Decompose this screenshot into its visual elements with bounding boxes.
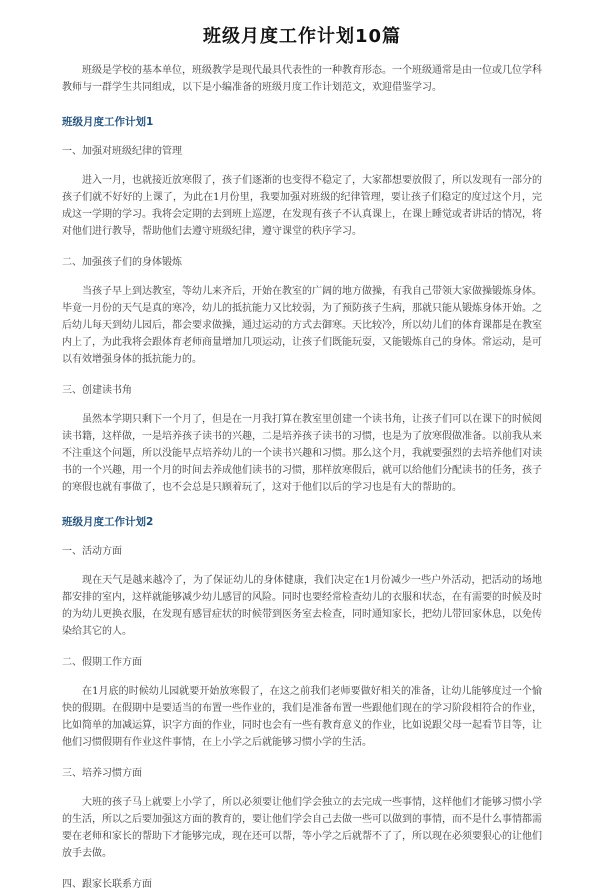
plan2-section1-text: 现在天气是越来越冷了，为了保证幼儿的身体健康，我们决定在1月份减少一些户外活动，把活动的场地都安排的室内，这样就能够减少幼儿感冒的风险。同时也要经常检查幼儿的衣服和状态，在有需要的时候及时的为幼儿更换衣服，在发现有感冒症状的时候带到医务室去检查，同时通知家长，把幼儿带回家休息，以免传染给其它的人。 <box>62 575 542 637</box>
intro-paragraph: 班级是学校的基本单位，班级教学是现代最具代表性的一种教育形态。一个班级通常是由一位或几位学科教师与一群学生共同组成，以下是小编准备的班级月度工作计划范文，欢迎借鉴学习。 <box>62 65 542 93</box>
plan2-section1-title: 一、活动方面 <box>62 546 122 557</box>
plan2-section3-text: 大班的孩子马上就要上小学了，所以必须要让他们学会独立的去完成一些事情，这样他们才能够习惯小学的生活，所以之后要加强这方面的教育的，要让他们学会自己去做一些可以做到的事情，而不是什么事情都需要在老师和家长的帮助下才能够完成，现在还可以帮，等小学之后就帮不了了，所以现在必须要狠心的让他们放手去做。 <box>62 797 542 859</box>
plan1-section2-text: 当孩子早上到达教室，等幼儿来齐后，开始在教室的广阔的地方做操，有我自己带领大家做操锻炼身体。毕竟一月份的天气是真的寒冷，幼儿的抵抗能力又比较弱，为了预防孩子生病，那就只能从锻炼身体开始。之后幼儿每天到幼儿园后，都会要求做操，通过运动的方式去御寒。天比较冷，所以幼儿们的体育课都是在教室内上了，为此我将会跟体育老师商量增加几项运动，让孩子们既能玩耍，又能锻炼自己的身体。常运动，是可以有效增强身体的抵抗能力的。 <box>62 286 542 365</box>
plan1-section3-text: 虽然本学期只剩下一个月了，但是在一月我打算在教室里创建一个读书角，让孩子们可以在课下的时候阅读书籍，这样做，一是培养孩子读书的兴趣，二是培养孩子读书的习惯，也是为了放寒假做准备。以前我从来不注重这个问题，所以没能早点培养幼儿的一个读书兴趣和习惯。那么这个月，我就要强烈的去培养他们对读书的一个兴趣，用一个月的时间去养成他们读书的习惯，那样放寒假后，就可以给他们分配读书的任务，孩子的寒假也就有事做了，也不会总是只顾着玩了，这对于他们以后的学习也是有大的帮助的。 <box>62 414 542 493</box>
plan1-section1-title: 一、加强对班级纪律的管理 <box>62 146 182 157</box>
plan2-section3-title: 三、培养习惯方面 <box>62 768 142 779</box>
plan2-section2-title: 二、假期工作方面 <box>62 657 142 668</box>
plan2-section4-title: 四、跟家长联系方面 <box>62 879 152 890</box>
plan1-section1-text: 进入一月，也就接近放寒假了，孩子们逐渐的也变得不稳定了，大家都想要放假了，所以发现有一部分的孩子们就不好好的上课了，为此在1月份里，我要加强对班级的纪律管理，要让孩子们稳定的度过这个月，完成这一学期的学习。我将会定期的去到班上巡逻，在发现有孩子不认真课上，在课上睡觉或者讲话的情况，将对他们进行教导，帮助他们去遵守班级纪律，遵守课堂的秩序学习。 <box>62 175 542 237</box>
plan2-heading: 班级月度工作计划2 <box>62 516 154 528</box>
plan2-section2-text: 在1月底的时候幼儿园就要开始放寒假了，在这之前我们老师要做好相关的准备，让幼儿能够度过一个愉快的假期。在假期中是要适当的布置一些作业的，我们是准备布置一些跟他们现在的学习阶段相符合的作业，比如简单的加减运算，识字方面的作业，同时也会有一些有教育意义的作业，比如说跟父母一起看节目等，让他们习惯假期有作业这件事情，在上小学之后就能够习惯小学的生活。 <box>62 686 542 748</box>
plan1-heading: 班级月度工作计划1 <box>62 116 154 128</box>
plan1-section2-title: 二、加强孩子们的身体锻炼 <box>62 257 182 268</box>
document-title: 班级月度工作计划10篇 <box>202 26 402 47</box>
plan1-section3-title: 三、创建读书角 <box>62 385 132 396</box>
